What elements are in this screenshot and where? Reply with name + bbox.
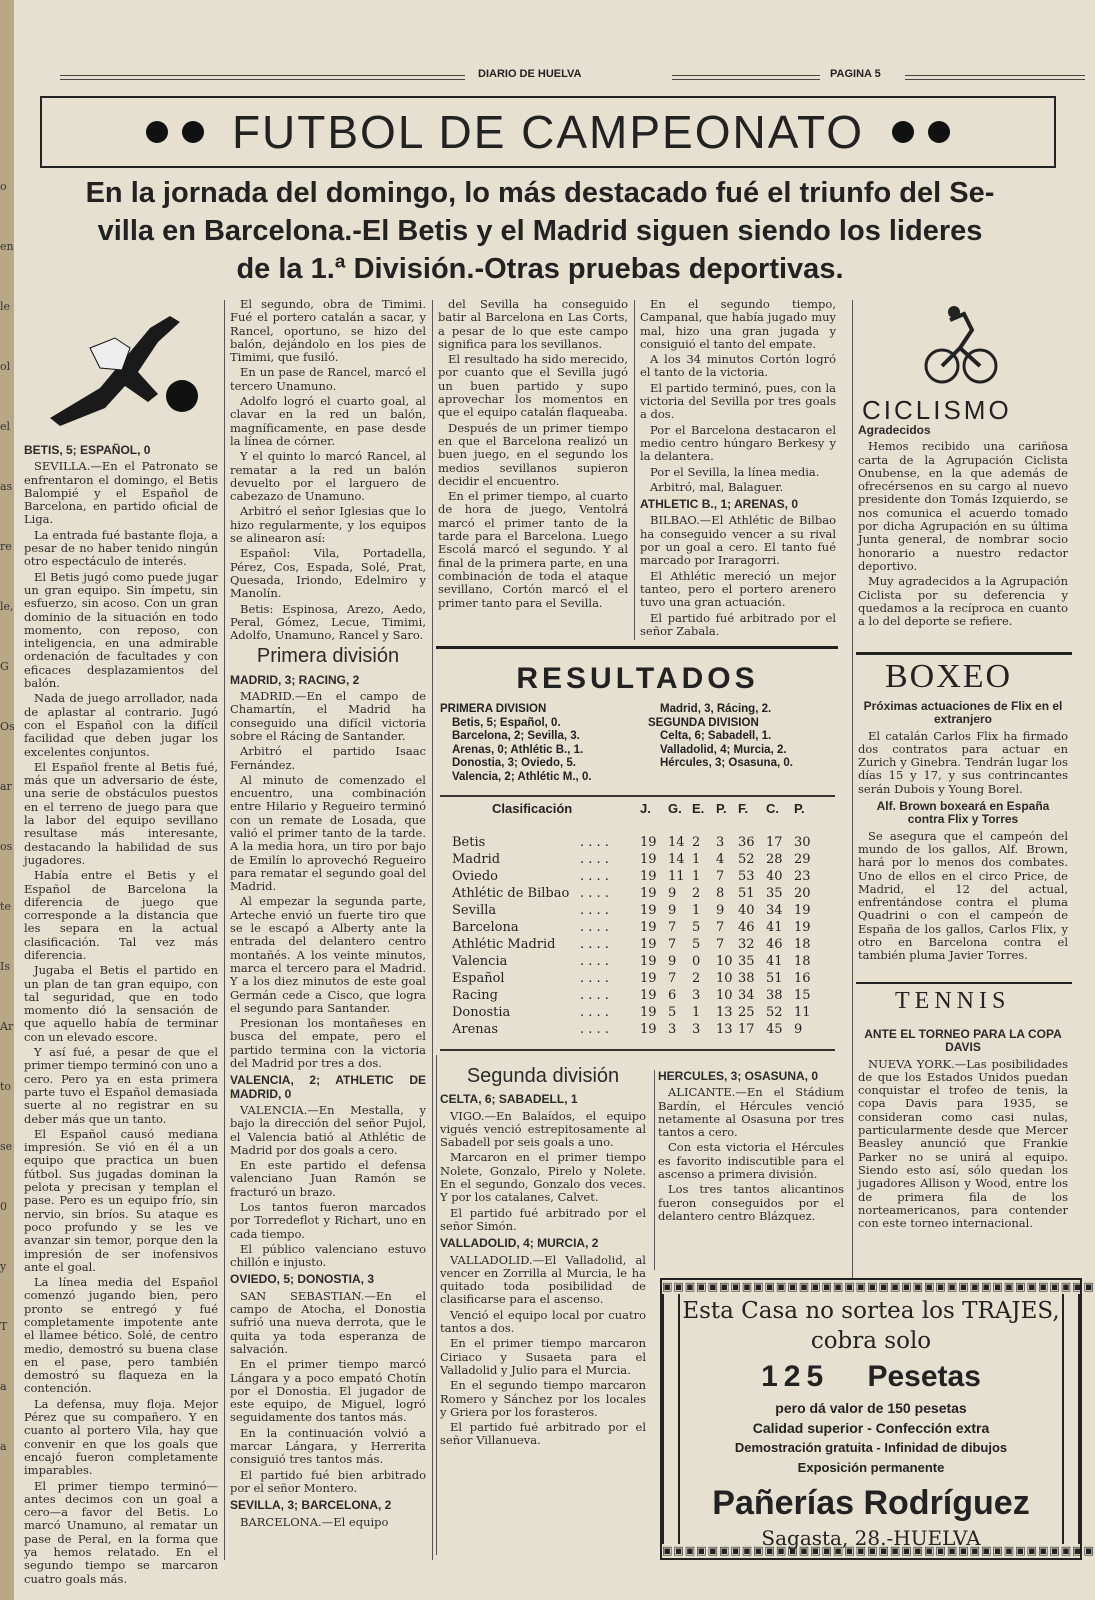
- strip-fragment: ol: [0, 360, 11, 373]
- standings-cell: 25: [738, 1005, 755, 1020]
- page-number: PAGINA 5: [830, 68, 881, 80]
- match-heading: CELTA, 6; SABADELL, 1: [440, 1092, 578, 1107]
- standings-cell: 11: [794, 1005, 811, 1020]
- standings-row: [452, 835, 827, 852]
- ad-address: Sagasta, 28.-HUELVA: [761, 1526, 981, 1550]
- leader-dots: . . . .: [580, 920, 609, 935]
- strip-fragment: to: [0, 1080, 12, 1093]
- standings-cell: 7: [716, 869, 725, 884]
- standings-cell: 41: [766, 920, 783, 935]
- article-paragraph: El público valenciano estuvo chillón e injusto.: [230, 1241, 426, 1270]
- standings-cell: 29: [794, 852, 811, 867]
- standings-cell: 3: [692, 988, 701, 1003]
- hercules-column: [658, 1066, 844, 1271]
- strip-fragment: le: [0, 300, 11, 313]
- column-1: [24, 440, 218, 1586]
- ad-line-3: pero dá valor de 150 pesetas: [775, 1400, 967, 1416]
- standings-cell: 5: [692, 920, 701, 935]
- standings-col-header: F.: [738, 801, 749, 816]
- standings-row: [452, 886, 827, 903]
- standings-cell: 19: [640, 971, 657, 986]
- standings-cell: 18: [794, 954, 811, 969]
- standings-cell: 19: [640, 1005, 657, 1020]
- ad-border-pattern: ▣▣▣▣▣▣▣▣▣▣▣▣▣▣▣▣▣▣▣▣▣▣▣▣▣▣▣▣▣▣▣▣▣▣▣▣▣▣: [662, 1544, 1095, 1557]
- match-heading: HERCULES, 3; OSASUNA, 0: [658, 1069, 819, 1083]
- section-rule: [856, 652, 1072, 655]
- article-paragraph: El partido fué arbitrado por el señor Villanueva.: [440, 1420, 646, 1448]
- standings-cell: 32: [738, 937, 755, 952]
- standings-cell: 9: [794, 1022, 803, 1037]
- ciclismo-column: [858, 420, 1068, 652]
- article-paragraph: El primer tiempo terminó—antes decimos con un goal a cero—a favor del Betis. Lo marcó Unamuno, al rematar un pase de Peral, en la forma que ya hemos relatado. En el segundo tiempo se marcaron cuatro goals más.: [24, 1478, 218, 1586]
- standings-row: [452, 1005, 827, 1022]
- column-rule: [224, 300, 225, 1560]
- article-paragraph: La entrada fué bastante floja, a pesar de no haber tenido ningún otro espectáculo de interés.: [24, 527, 218, 569]
- standings-cell: 19: [640, 903, 657, 918]
- strip-fragment: T: [0, 1320, 8, 1333]
- strip-fragment: te: [0, 900, 11, 913]
- result-line: Donostia, 3; Oviedo, 5.: [452, 757, 576, 769]
- standings-col-header: P.: [716, 801, 727, 816]
- standings-cell: 19: [640, 852, 657, 867]
- standings-cell: 35: [766, 886, 783, 901]
- article-paragraph: Con esta victoria el Hércules es favorito indiscutible para el ascenso a primera división.: [658, 1140, 844, 1182]
- result-line: Hércules, 3; Osasuna, 0.: [660, 757, 793, 769]
- standings-row: [452, 988, 827, 1005]
- section-segunda: Segunda división: [466, 1065, 620, 1087]
- standings-cell: 35: [738, 954, 755, 969]
- header-rule-right: [905, 75, 1085, 80]
- tennis-column: [858, 1024, 1068, 1272]
- standings-cell: 30: [794, 835, 811, 850]
- section-banner: [40, 96, 1056, 168]
- standings-cell: 34: [738, 988, 755, 1003]
- article-paragraph: SAN SEBASTIAN.—En el campo de Atocha, el Donostia sufrió una nueva derrota, que le quita ya toda esperanza de salvación.: [230, 1288, 426, 1356]
- standings-cell: 2: [692, 835, 701, 850]
- standings-cell: 0: [692, 954, 701, 969]
- article-paragraph: Jugaba el Betis el partido en un plan de tan gran equipo, con tal seguridad, que en todo momento dió la sensación de que aquello había de terminar con un elevado escore.: [24, 963, 218, 1044]
- article-paragraph: En el segundo tiempo, Campanal, que había jugado muy mal, hizo una gran jugada y consiguió el tanto del empate.: [640, 297, 836, 351]
- ad-line-2: cobra solo: [810, 1328, 932, 1354]
- strip-fragment: a: [0, 1380, 7, 1393]
- standings-cell: 19: [640, 920, 657, 935]
- standings-cell: 3: [692, 1022, 701, 1037]
- standings-row: [452, 937, 827, 954]
- standings-cell: 7: [668, 971, 677, 986]
- article-paragraph: En el primer tiempo marcaron Ciriaco y Susaeta para el Valladolid y Julio para el Murcia.: [440, 1336, 646, 1377]
- bullet-icon: [146, 121, 168, 143]
- article-paragraph: Betis: Espinosa, Arezo, Aedo, Peral, Gómez, Lecue, Timimi, Adolfo, Unamuno, Rancel y Saro.: [230, 601, 426, 643]
- match-heading: OVIEDO, 5; DONOSTIA, 3: [230, 1272, 375, 1287]
- standings-cell: 2: [692, 971, 701, 986]
- article-paragraph: La línea media del Español comenzó jugando bien, pero pronto se entregó y fué completamente impotente ante el llamee bético. Solé, de centro medio, demostró su buena clase en el pase, pero también demostró su flaqueza en la contención.: [24, 1275, 218, 1396]
- column-rule: [436, 1055, 437, 1555]
- leader-dots: . . . .: [580, 937, 609, 952]
- result-line: Barcelona, 2; Sevilla, 3.: [452, 730, 580, 742]
- standings-cell: 46: [738, 920, 755, 935]
- standings-cell: 38: [738, 971, 755, 986]
- article-paragraph: Hemos recibido una cariñosa carta de la Agrupación Ciclista Onubense, en la que además de ofrecérsenos en su cargo al nuevo presidente don Tomás Izquierdo, se nos comunica el acuerdo tomado por dicha Agrupación en su última Junta general, de nombrar socio honorario a nuestro redactor deportivo.: [858, 439, 1068, 573]
- strip-fragment: Ar: [0, 1020, 14, 1033]
- article-paragraph: El partido fué arbitrado por el señor Zabala.: [640, 610, 836, 638]
- article-paragraph: Venció el equipo local por cuatro tantos a dos.: [440, 1307, 646, 1336]
- standings-cell: 10: [716, 971, 733, 986]
- article-paragraph: Español: Vila, Portadella, Pérez, Cos, Espada, Solé, Prat, Quesada, Iriondo, Edelmiro y Manolín.: [230, 546, 426, 601]
- standings-cell: 19: [640, 988, 657, 1003]
- team-name: Arenas: [452, 1022, 499, 1037]
- leader-dots: . . . .: [580, 954, 609, 969]
- column-3: [438, 298, 628, 640]
- standings-cell: 34: [766, 903, 783, 918]
- team-name: Racing: [452, 988, 498, 1003]
- ad-price: 125: [761, 1360, 830, 1393]
- standings-cell: 5: [668, 1005, 677, 1020]
- article-paragraph: VALLADOLID.—El Valladolid, al vencer en Zorrilla al Murcia, le ha quitado toda posibilidad de clasificarse para el ascenso.: [440, 1252, 646, 1307]
- article-paragraph: VIGO.—En Balaídos, el equipo vigués venció estrepitosamente al Sabadell por seis goals a uno.: [440, 1108, 646, 1150]
- strip-fragment: ar: [0, 780, 12, 793]
- standings-col-header: C.: [766, 801, 779, 816]
- article-paragraph: El partido fué arbitrado por el señor Simón.: [440, 1205, 646, 1233]
- publication-name: DIARIO DE HUELVA: [478, 68, 582, 80]
- match-heading: ATHLETIC B., 1; ARENAS, 0: [640, 497, 799, 512]
- results-primera: [440, 703, 640, 784]
- leader-dots: . . . .: [580, 886, 609, 901]
- column-rule: [432, 300, 433, 1560]
- ad-currency: Pesetas: [867, 1360, 981, 1393]
- article-paragraph: En el segundo tiempo marcaron Romero y Sánchez por los locales y Griera por los forasteros.: [440, 1378, 646, 1419]
- section-rule: [856, 982, 1072, 984]
- standings-cell: 19: [640, 1022, 657, 1037]
- result-line: Valladolid, 4; Murcia, 2.: [660, 743, 787, 756]
- article-paragraph: El Betis jugó como puede jugar un gran equipo. Sin ímpetu, sin esfuerzo, sin acoso. Con un gran dominio de la situación en todo momento, con reposo, con inteligencia, en una admirable ordenación de facultades y con eficaces desplazamientos del balón.: [24, 569, 218, 691]
- result-line: Betis, 5; Español, 0.: [452, 716, 561, 729]
- result-line: Celta, 6; Sabadell, 1.: [660, 730, 772, 742]
- strip-fragment: as: [0, 480, 13, 493]
- standings-cell: 4: [716, 852, 725, 867]
- team-name: Betis: [452, 835, 486, 850]
- leader-dots: . . . .: [580, 988, 609, 1003]
- standings-cell: 7: [668, 937, 677, 952]
- standings-cell: 41: [766, 954, 783, 969]
- standings-row: [452, 971, 827, 988]
- article-paragraph: Marcaron en el primer tiempo Nolete, Gonzalo, Pirelo y Nolete. En el segundo, Gonzalo dos veces. Y por los catalanes, Calvet.: [440, 1150, 646, 1205]
- standings-cell: 16: [794, 971, 811, 986]
- match-heading: SEVILLA, 3; BARCELONA, 2: [230, 1498, 392, 1513]
- standings-cell: 46: [766, 937, 783, 952]
- article-paragraph: El partido fué bien arbitrado por el señor Montero.: [230, 1467, 426, 1495]
- standings-cell: 19: [794, 903, 811, 918]
- standings-row: [452, 954, 827, 971]
- article-paragraph: NUEVA YORK.—Las posibilidades de que los Estados Unidos puedan conquistar el trofeo de tenis, la copa Davis para 1935, se consideran como casi nulas, particularmente desde que Mercer Beasley anunció que Frankie Parker no se unirá al equipo. Siendo esto así, sólo quedan los jugadores Allison y Wood, entre los de primera fila de los norteamericanos, para contender con este torneo internacional.: [858, 1056, 1068, 1231]
- article-paragraph: Arbitró el señor Iglesias que lo hizo regularmente, y los equipos se alinearon así:: [230, 504, 426, 546]
- article-paragraph: Después de un primer tiempo en que el Barcelona realizó un buen juego, en el segundo los medios sevillanos supieron decidir el encuentro.: [438, 420, 628, 488]
- standings-cell: 19: [640, 886, 657, 901]
- standings-cell: 1: [692, 1005, 701, 1020]
- standings-cell: 5: [692, 937, 701, 952]
- result-line: Arenas, 0; Athlétic B., 1.: [452, 743, 584, 756]
- standings-cell: 13: [716, 1022, 733, 1037]
- ad-border-side: [662, 1294, 680, 1544]
- headline-line: En la jornada del domingo, lo más destacado fué el triunfo del Se-: [85, 177, 995, 209]
- headline-line: de la 1.ª División.-Otras pruebas deportivas.: [236, 253, 844, 285]
- results-title: RESULTADOS: [516, 662, 759, 695]
- article-paragraph: El Español frente al Betis fué, más que un adversario de éste, una serie de obstáculos puestos en el terreno de juego para que la labor del equipo sevillano resultase más interesante, destacando la habilidad de sus jugadores.: [24, 759, 218, 867]
- standings-row: [452, 852, 827, 869]
- standings-cell: 17: [766, 835, 783, 850]
- standings-cell: 15: [794, 988, 811, 1003]
- standings-cell: 9: [668, 954, 677, 969]
- standings-cell: 8: [716, 886, 725, 901]
- standings-cell: 7: [716, 920, 725, 935]
- article-paragraph: Y así fué, a pesar de que el primer tiempo terminó con uno a cero. Pero ya en esta primera parte tuvo el Español demasiada suerte al no registrar en su deber más que un tanto.: [24, 1045, 218, 1126]
- strip-fragment: a: [0, 1440, 7, 1453]
- leader-dots: . . . .: [580, 835, 609, 850]
- article-paragraph: Por el Sevilla, la línea media.: [650, 464, 820, 479]
- standings-cell: 7: [716, 937, 725, 952]
- standings-cell: 18: [794, 937, 811, 952]
- article-paragraph: Y el quinto lo marcó Rancel, al rematar a la red un balón devuelto por el larguero de cabezazo de Unamuno.: [230, 449, 426, 504]
- standings-cell: 36: [738, 835, 755, 850]
- standings-cell: 19: [640, 869, 657, 884]
- standings-cell: 1: [692, 852, 701, 867]
- article-paragraph: El partido terminó, pues, con la victoria del Sevilla por tres goals a dos.: [640, 380, 836, 422]
- standings-cell: 1: [692, 903, 701, 918]
- main-headline: [20, 174, 1060, 288]
- column-2: [230, 298, 426, 1560]
- strip-fragment: re: [0, 540, 12, 553]
- tennis-title: TENNIS: [895, 988, 1011, 1014]
- standings-col-header: P.: [794, 801, 805, 816]
- strip-fragment: 0: [0, 1200, 7, 1213]
- standings-cell: 19: [640, 937, 657, 952]
- article-paragraph: VALENCIA.—En Mestalla, y bajo la dirección del señor Pujol, el Valencia batió al Athlétic de Madrid por dos goals a cero.: [230, 1102, 426, 1157]
- results-heading: SEGUNDA DIVISION: [648, 716, 759, 729]
- standings-cell: 19: [794, 920, 811, 935]
- column-4: [640, 298, 836, 640]
- strip-fragment: Is: [0, 960, 10, 973]
- header-rule-left: [60, 75, 465, 80]
- standings-cell: 45: [766, 1022, 783, 1037]
- ad-line-1: Esta Casa no sortea los TRAJES,: [682, 1298, 1060, 1324]
- standings-cell: 7: [668, 920, 677, 935]
- ad-line-4: Calidad superior - Confección extra: [752, 1420, 990, 1436]
- standings-row: [452, 869, 827, 886]
- ciclismo-subtitle: Agradecidos: [858, 423, 931, 437]
- article-paragraph: Nada de juego arrollador, nada de aplastar al contrario. Jugó con el Español con la difícil facilidad que deben jugar los excelentes conjuntos.: [24, 691, 218, 759]
- standings-title: Clasificación: [492, 801, 573, 816]
- standings-cell: 14: [668, 852, 685, 867]
- standings-table: [440, 795, 835, 1051]
- article-paragraph: Muy agradecidos a la Agrupación Ciclista por su deferencia y quedamos a la recíproca en cuanto a lo del deporte se refiere.: [858, 574, 1068, 629]
- strip-fragment: y: [0, 1260, 7, 1273]
- article-paragraph: MADRID.—En el campo de Chamartín, el Madrid ha conseguido una difícil victoria sobre el Rácing de Santander.: [230, 689, 426, 743]
- footballer-illustration: [30, 308, 210, 438]
- article-paragraph: Al empezar la segunda parte, Arteche envió un fuerte tiro que se le escapó a Alberty ante la entrada del delantero centro montañés. A los veinte minutos, marca el tercero para el Madrid. Y a los diez minutos de este goal Germán cede a Cisco, que logra el segundo para Santander.: [230, 894, 426, 1015]
- page-header: [60, 68, 1085, 84]
- column-rule: [654, 1070, 655, 1270]
- ciclismo-title: CICLISMO: [862, 395, 1012, 425]
- article-paragraph: Se asegura que el campeón del mundo de los gallos, Alf. Brown, hará por lo menos dos combates. Uno de ellos en el circo Price, de Madrid, el 12 del actual, enfrentándose contra el pluma Quadrini o con el campeón de España de los gallos, Carlos Flix, y otro en Barcelona contra el también pluma Javier Torres.: [858, 828, 1068, 963]
- tennis-subtitle: ANTE EL TORNEO PARA LA COPA DAVIS: [864, 1027, 1062, 1055]
- article-paragraph: En este partido el defensa valenciano Juan Ramón se fracturó un brazo.: [230, 1158, 426, 1199]
- article-paragraph: El catalán Carlos Flix ha firmado dos contratos para actuar en Zurich y Ginebra. Tendrán lugar los días 15 y 17, y sus contrincantes serán Dubois y Young Borel.: [858, 728, 1068, 796]
- headline-line: villa en Barcelona.-El Betis y el Madrid siguen siendo los lideres: [97, 215, 983, 247]
- column-rule: [634, 300, 635, 640]
- standings-cell: 13: [716, 1005, 733, 1020]
- standings-cell: 53: [738, 869, 755, 884]
- strip-fragment: G: [0, 660, 9, 673]
- standings-cell: 38: [766, 988, 783, 1003]
- article-paragraph: BILBAO.—El Athlétic de Bilbao ha conseguido vencer a su rival por un goal a cero. El tanto fué marcado por Iraragorri.: [640, 513, 836, 568]
- standings-cell: 51: [766, 971, 783, 986]
- result-line: Madrid, 3, Rácing, 2.: [660, 703, 772, 715]
- ad-price-row: [682, 1360, 1060, 1394]
- bullet-icon: [892, 121, 914, 143]
- ad-border-pattern: ▣▣▣▣▣▣▣▣▣▣▣▣▣▣▣▣▣▣▣▣▣▣▣▣▣▣▣▣▣▣▣▣▣▣▣▣▣▣: [662, 1280, 1095, 1293]
- standings-row: [452, 903, 827, 920]
- leader-dots: . . . .: [580, 1022, 609, 1037]
- standings-cell: 40: [766, 869, 783, 884]
- article-paragraph: ALICANTE.—En el Stádium Bardín, el Hércules venció netamente al Osasuna por tres tantos a cero.: [658, 1085, 844, 1140]
- standings-cell: 10: [716, 954, 733, 969]
- article-paragraph: A los 34 minutos Cortón logró el tanto de la victoria.: [640, 352, 836, 380]
- standings-cell: 9: [716, 903, 725, 918]
- article-paragraph: En el primer tiempo marcó Lángara y a poco empató Chotín por el Donostia. El jugador de este equipo, de Miguel, logró seguidamente dos tantos más.: [230, 1357, 426, 1425]
- standings-cell: 19: [640, 954, 657, 969]
- ad-line-5: Demostración gratuita - Infinidad de dibujos: [734, 1440, 1008, 1455]
- strip-fragment: o: [0, 180, 7, 193]
- standings-col-header: G.: [668, 801, 682, 816]
- banner-title: FUTBOL DE CAMPEONATO: [231, 106, 865, 158]
- standings-cell: 28: [766, 852, 783, 867]
- article-paragraph: Presionan los montañeses en busca del empate, pero el partido termina con la victoria del Madrid por tres a dos.: [230, 1016, 426, 1071]
- article-paragraph: Adolfo logró el cuarto goal, al clavar en la red un balón, magníficamente, en pase desde la línea de córner.: [230, 394, 426, 448]
- section-primera: Primera división: [256, 645, 400, 668]
- article-paragraph: Había entre el Betis y el Español de Barcelona la diferencia de juego que corresponde a la distancia que les separa en la actual clasificación. Tal vez más diferencia.: [24, 868, 218, 962]
- team-name: Español: [452, 971, 505, 986]
- boxeo-column: [858, 696, 1068, 982]
- standings-cell: 17: [738, 1022, 755, 1037]
- standings-cell: 14: [668, 835, 685, 850]
- cyclist-illustration: [920, 300, 1000, 386]
- standings-cell: 40: [738, 903, 755, 918]
- article-paragraph: El Español causó mediana impresión. Se vió en él a un equipo que practica un buen fútbol. Sus jugadas dominan la pelota y precisan y templan el pase. Pero es un equipo frío, sin nervio, sin bríos. Su ataque es poco profundo y se les ve avanzar sin temor, porque den la impresión de ser inofensivos ante el goal.: [24, 1126, 218, 1274]
- standings-row: [452, 1022, 827, 1039]
- article-paragraph: La defensa, muy floja. Mejor Pérez que su compañero. Y en cuanto al portero Vila, hay que convenir en que los goals que encajó fueron completamente imparables.: [24, 1396, 218, 1478]
- standings-cell: 11: [668, 869, 685, 884]
- match-heading: BETIS, 5; ESPAÑOL, 0: [24, 443, 151, 457]
- ad-line-6: Exposición permanente: [797, 1460, 945, 1475]
- leader-dots: . . . .: [580, 869, 609, 884]
- leader-dots: . . . .: [580, 971, 609, 986]
- ad-brand: Pañerías Rodríguez: [712, 1484, 1030, 1522]
- standings-cell: 3: [668, 1022, 677, 1037]
- standings-cell: 9: [668, 903, 677, 918]
- team-name: Barcelona: [452, 920, 519, 935]
- results-rule: [436, 646, 838, 649]
- results-heading: PRIMERA DIVISION: [440, 703, 547, 715]
- article-paragraph: Por el Barcelona destacaron el medio centro húngaro Berkesy y la delantera.: [640, 422, 836, 464]
- match-heading: MADRID, 3; RACING, 2: [230, 672, 360, 687]
- standings-col-header: E.: [692, 801, 705, 816]
- article-paragraph: BARCELONA.—El equipo: [240, 1514, 389, 1529]
- article-paragraph: Los tantos fueron marcados por Torredeflot y Richart, uno en cada tiempo.: [230, 1200, 426, 1241]
- standings-cell: 9: [668, 886, 677, 901]
- ad-border-side: [1062, 1294, 1080, 1544]
- standings-cell: 19: [640, 835, 657, 850]
- match-heading: VALENCIA, 2; ATHLETIC DE MADRID, 0: [230, 1073, 426, 1101]
- result-line: Valencia, 2; Athlétic M., 0.: [452, 770, 592, 783]
- results-segunda: [648, 703, 838, 771]
- standings-cell: 52: [766, 1005, 783, 1020]
- article-paragraph: El resultado ha sido merecido, por cuanto que el Sevilla jugó un buen partido y supo aprovechar los momentos en que el equipo catalán flaqueaba.: [438, 352, 628, 420]
- strip-fragment: se: [0, 1140, 13, 1153]
- standings-cell: 2: [692, 886, 701, 901]
- team-name: Sevilla: [452, 903, 497, 918]
- bullet-icon: [182, 121, 204, 143]
- article-paragraph: El Athlétic mereció un mejor tanteo, pero el portero arenero tuvo una gran actuación.: [640, 568, 836, 610]
- leader-dots: . . . .: [580, 903, 609, 918]
- strip-fragment: Os: [0, 720, 15, 733]
- boxeo-subtitle: Próximas actuaciones de Flix en el extranjero: [863, 699, 1063, 727]
- team-name: Valencia: [452, 954, 508, 969]
- standings-cell: 1: [692, 869, 701, 884]
- leader-dots: . . . .: [580, 852, 609, 867]
- boxeo-title: BOXEO: [885, 658, 1013, 695]
- article-paragraph: del Sevilla ha conseguido batir al Barcelona en Las Corts, a pesar de lo que este campo significa para los sevillanos.: [438, 297, 628, 351]
- standings-cell: 51: [738, 886, 755, 901]
- strip-fragment: os: [0, 840, 13, 853]
- strip-fragment: en: [0, 240, 14, 253]
- standings-cell: 23: [794, 869, 811, 884]
- article-paragraph: Arbitró, mal, Balaguer.: [650, 479, 784, 494]
- standings-cell: 10: [716, 988, 733, 1003]
- article-paragraph: SEVILLA.—En el Patronato se enfrentaron el domingo, el Betis Balompié y el Español de Barcelona, en partido oficial de Liga.: [24, 459, 218, 527]
- article-paragraph: Al minuto de comenzado el encuentro, una combinación entre Hilario y Regueiro terminó con un remate de Losada, que valió el primer tanto de la tarde. A la media hora, un tiro por bajo de Emilín lo aprovechó Regueiro para rematar el segundo goal del Madrid.: [230, 772, 426, 894]
- strip-fragment: le,: [0, 600, 14, 613]
- standings-cell: 20: [794, 886, 811, 901]
- team-name: Athlétic Madrid: [452, 937, 556, 952]
- leader-dots: . . . .: [580, 1005, 609, 1020]
- standings-row: [452, 920, 827, 937]
- article-paragraph: Arbitró el partido Isaac Fernández.: [230, 744, 426, 772]
- bullet-icon: [928, 121, 950, 143]
- standings-cell: 3: [716, 835, 725, 850]
- team-name: Oviedo: [452, 869, 499, 884]
- standings-col-header: J.: [640, 801, 651, 816]
- article-paragraph: En el primer tiempo, al cuarto de hora de juego, Ventolrá marcó el primer tanto de la tarde para el Barcelona. Luego Escolá marcó el segundo. Y al final de la primera parte, en una combinación de toda el ataque sevillano, Cortón marcó el el primer tanto para el Sevilla.: [438, 489, 628, 610]
- boxeo-subtitle: Alf. Brown boxeará en España contra Flix y Torres: [876, 799, 1050, 827]
- header-rule-mid: [672, 75, 820, 80]
- match-heading: VALLADOLID, 4; MURCIA, 2: [440, 1236, 599, 1251]
- article-paragraph: Los tres tantos alicantinos fueron conseguidos por el delantero centro Blázquez.: [658, 1182, 844, 1223]
- column-rule: [852, 300, 853, 1280]
- team-name: Donostia: [452, 1005, 511, 1020]
- article-paragraph: En un pase de Rancel, marcó el tercero Unamuno.: [230, 365, 426, 393]
- strip-fragment: el: [0, 420, 11, 433]
- article-paragraph: En la continuación volvió a marcar Lángara, y Herrerita consiguió tres tantos más.: [230, 1425, 426, 1467]
- segunda-column: [440, 1062, 646, 1560]
- team-name: Athlétic de Bilbao: [452, 886, 570, 901]
- team-name: Madrid: [452, 852, 501, 867]
- advertisement: [660, 1278, 1095, 1560]
- standings-cell: 52: [738, 852, 755, 867]
- article-paragraph: El segundo, obra de Timimi. Fué el portero catalán a sacar, y Rancel, oportuno, se hizo del balón, dejándolo en los pies de Timimi, que fusiló.: [230, 297, 426, 365]
- standings-cell: 6: [668, 988, 677, 1003]
